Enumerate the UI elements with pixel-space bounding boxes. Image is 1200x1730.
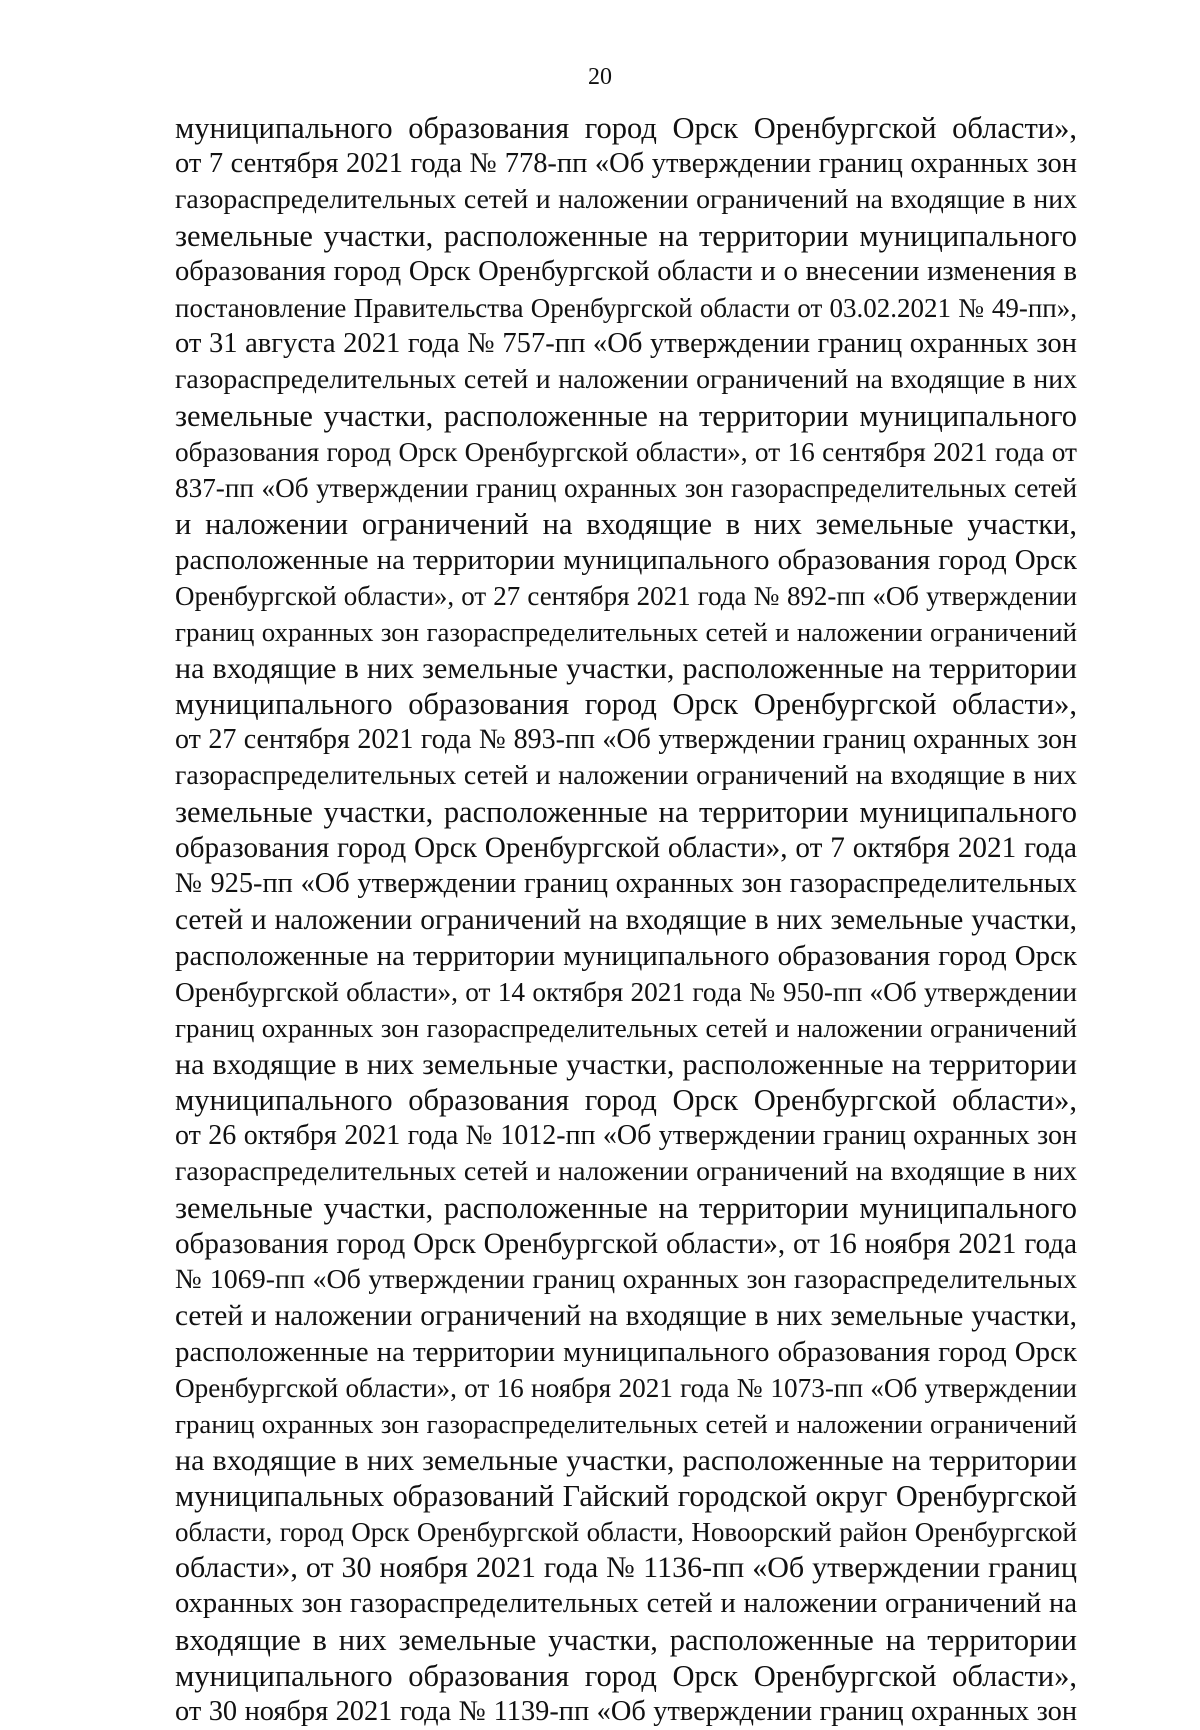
text-line: от 27 сентября 2021 года № 893-пп «Об утверждении границ охранных зон: [175, 724, 1077, 755]
text-line: образования город Орск Оренбургской области», от 16 сентября 2021 года от: [175, 437, 1077, 467]
text-line: № 1069-пп «Об утверждении границ охранных зон газораспределительных: [175, 1264, 1077, 1295]
text-line: сетей и наложении ограничений на входящие в них земельные участки,: [175, 904, 1077, 936]
text-line: области», от 30 ноября 2021 года № 1136-пп «Об утверждении границ: [175, 1551, 1077, 1584]
text-line: Оренбургской области», от 27 сентября 2021 года № 892-пп «Об утверждении: [175, 581, 1077, 611]
text-line: постановление Правительства Оренбургской области от 03.02.2021 № 49-пп»,: [175, 293, 1077, 323]
text-line: от 30 ноября 2021 года № 1139-пп «Об утверждении границ охранных зон: [175, 1696, 1077, 1727]
text-line: муниципального образования город Орск Оренбургской области»,: [175, 687, 1077, 721]
text-line: области, город Орск Оренбургской области, Новоорский район Оренбургской: [175, 1517, 1077, 1547]
text-line: № 925-пп «Об утверждении границ охранных зон газораспределительных: [175, 868, 1077, 899]
text-line: границ охранных зон газораспределительных сетей и наложении ограничений: [175, 617, 1077, 647]
text-line: газораспределительных сетей и наложении ограничений на входящие в них: [175, 1156, 1077, 1187]
text-line: на входящие в них земельные участки, расположенные на территории: [175, 651, 1077, 685]
text-line: расположенные на территории муниципального образования город Орск: [175, 544, 1077, 576]
text-line: и наложении ограничений на входящие в них земельные участки,: [175, 507, 1077, 541]
text-line: от 26 октября 2021 года № 1012-пп «Об утверждении границ охранных зон: [175, 1120, 1077, 1151]
text-line: на входящие в них земельные участки, расположенные на территории: [175, 1047, 1077, 1081]
document-body-text: [175, 110, 1077, 1730]
text-line: газораспределительных сетей и наложении ограничений на входящие в них: [175, 364, 1077, 395]
text-line: образования город Орск Оренбургской области», от 16 ноября 2021 года: [175, 1228, 1077, 1260]
text-line: охранных зон газораспределительных сетей и наложении ограничений на: [175, 1588, 1077, 1619]
text-line: муниципального образования город Орск Оренбургской области»,: [175, 111, 1077, 145]
text-line: Оренбургской области», от 14 октября 2021 года № 950-пп «Об утверждении: [175, 977, 1077, 1007]
text-line: расположенные на территории муниципального образования город Орск: [175, 1336, 1077, 1368]
text-line: муниципального образования город Орск Оренбургской области»,: [175, 1659, 1077, 1693]
text-line: образования город Орск Оренбургской области и о внесении изменения в: [175, 256, 1077, 287]
text-line: земельные участки, расположенные на территории муниципального: [175, 795, 1077, 829]
text-line: муниципального образования город Орск Оренбургской области»,: [175, 1083, 1077, 1117]
text-line: границ охранных зон газораспределительных сетей и наложении ограничений: [175, 1409, 1077, 1439]
text-line: от 7 сентября 2021 года № 778-пп «Об утверждении границ охранных зон: [175, 148, 1077, 179]
text-line: земельные участки, расположенные на территории муниципального: [175, 399, 1077, 433]
text-line: 837-пп «Об утверждении границ охранных зон газораспределительных сетей: [175, 473, 1077, 503]
text-line: границ охранных зон газораспределительных сетей и наложении ограничений: [175, 1013, 1077, 1043]
text-line: образования город Орск Оренбургской области», от 7 октября 2021 года: [175, 832, 1077, 864]
text-line: муниципальных образований Гайский городской округ Оренбургской: [175, 1479, 1077, 1513]
text-line: Оренбургской области», от 16 ноября 2021 года № 1073-пп «Об утверждении: [175, 1373, 1077, 1403]
text-line: земельные участки, расположенные на территории муниципального: [175, 219, 1077, 253]
text-line: расположенные на территории муниципального образования город Орск: [175, 940, 1077, 972]
page-number: 20: [588, 64, 612, 90]
text-line: газораспределительных сетей и наложении ограничений на входящие в них: [175, 760, 1077, 791]
text-line: входящие в них земельные участки, расположенные на территории: [175, 1623, 1077, 1657]
text-line: сетей и наложении ограничений на входящие в них земельные участки,: [175, 1300, 1077, 1332]
text-line: газораспределительных сетей и наложении ограничений на входящие в них: [175, 184, 1077, 215]
text-line: земельные участки, расположенные на территории муниципального: [175, 1191, 1077, 1225]
text-line: на входящие в них земельные участки, расположенные на территории: [175, 1443, 1077, 1477]
text-line: от 31 августа 2021 года № 757-пп «Об утверждении границ охранных зон: [175, 328, 1077, 359]
